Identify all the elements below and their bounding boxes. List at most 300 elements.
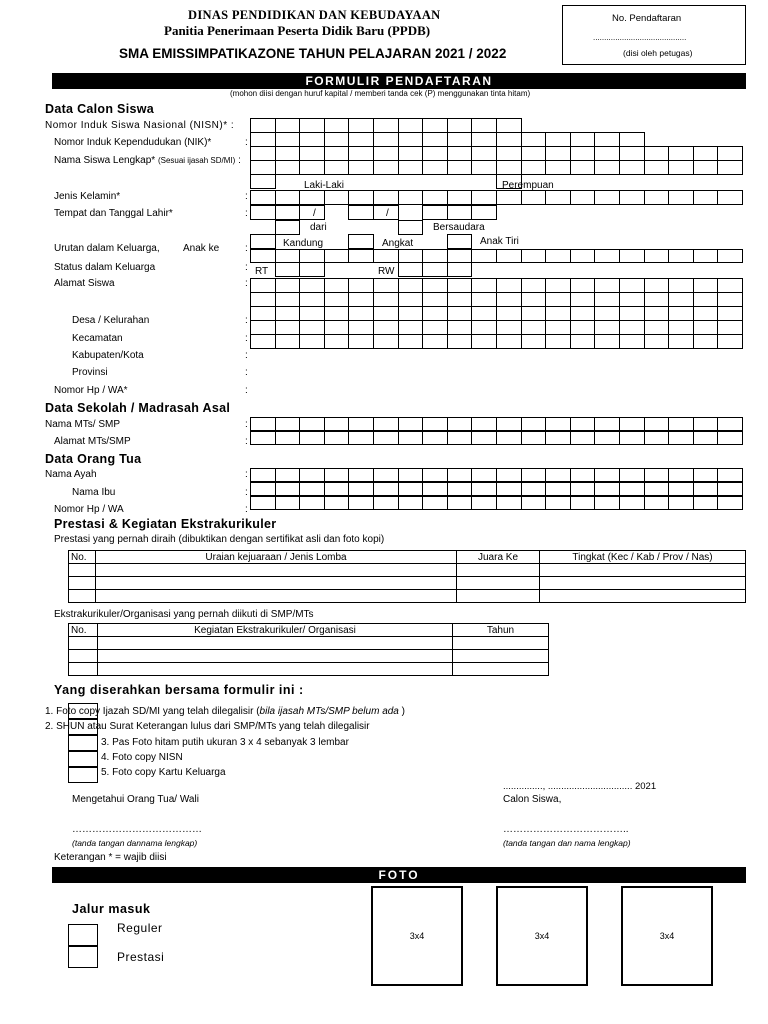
photo-box-2[interactable] (496, 886, 588, 986)
input-cell[interactable] (619, 496, 645, 510)
input-cell[interactable] (717, 306, 743, 321)
input-cell[interactable] (668, 482, 694, 496)
table-row[interactable] (69, 650, 549, 663)
input-cell[interactable] (250, 118, 276, 133)
input-cell[interactable] (644, 468, 670, 482)
input-cell[interactable] (447, 496, 473, 510)
input-cell[interactable] (570, 320, 596, 335)
input-cell[interactable] (521, 249, 547, 263)
input-cell[interactable] (422, 146, 448, 161)
input-cell[interactable] (299, 334, 325, 349)
input-cell[interactable] (594, 496, 620, 510)
input-cell[interactable] (644, 320, 670, 335)
input-cell[interactable] (496, 118, 522, 133)
input-cell[interactable] (496, 190, 522, 205)
input-cell[interactable] (422, 190, 448, 205)
input-cell[interactable] (422, 431, 448, 445)
input-cell[interactable] (521, 146, 547, 161)
input-cell[interactable] (299, 482, 325, 496)
input-cell[interactable] (693, 334, 719, 349)
input-cell[interactable] (471, 417, 497, 431)
input-cell[interactable] (447, 306, 473, 321)
input-cell[interactable] (471, 249, 497, 263)
input-cell[interactable] (398, 262, 424, 277)
input-cell[interactable] (373, 482, 399, 496)
input-cell[interactable] (250, 431, 276, 445)
input-cell[interactable] (521, 292, 547, 307)
input-cell[interactable] (717, 278, 743, 293)
input-cell[interactable] (496, 306, 522, 321)
input-cell[interactable] (521, 468, 547, 482)
input-cell[interactable] (373, 431, 399, 445)
input-cell[interactable] (545, 306, 571, 321)
input-cell[interactable] (398, 496, 424, 510)
input-cell[interactable] (299, 190, 325, 205)
input-cell[interactable] (471, 278, 497, 293)
input-cell[interactable] (693, 160, 719, 175)
input-cell[interactable] (373, 249, 399, 263)
input-cell[interactable] (619, 468, 645, 482)
input-cell[interactable] (250, 132, 276, 147)
input-cell[interactable] (447, 146, 473, 161)
signature-date[interactable]: ..............., ................................ 2021 (503, 781, 657, 792)
input-cell[interactable] (570, 334, 596, 349)
input-cell[interactable] (496, 292, 522, 307)
input-cell[interactable] (398, 146, 424, 161)
input-cell[interactable] (398, 431, 424, 445)
input-cell[interactable] (668, 306, 694, 321)
input-cell[interactable] (373, 190, 399, 205)
input-cell[interactable] (398, 190, 424, 205)
input-cell[interactable] (373, 118, 399, 133)
input-cell[interactable] (447, 118, 473, 133)
input-cell[interactable] (717, 496, 743, 510)
input-cell[interactable] (422, 262, 448, 277)
prestasi-table[interactable] (68, 550, 746, 603)
input-cell[interactable] (693, 482, 719, 496)
input-cell[interactable] (447, 249, 473, 263)
input-cell[interactable] (545, 482, 571, 496)
input-cell[interactable] (398, 306, 424, 321)
input-cell[interactable] (717, 431, 743, 445)
input-cell[interactable] (668, 468, 694, 482)
input-cell[interactable] (668, 431, 694, 445)
input-cell[interactable] (619, 278, 645, 293)
input-cell[interactable] (521, 320, 547, 335)
table-row[interactable] (69, 564, 746, 577)
input-cell[interactable] (570, 160, 596, 175)
input-cell[interactable] (398, 132, 424, 147)
input-cell[interactable] (668, 496, 694, 510)
input-cell[interactable] (545, 320, 571, 335)
input-cell[interactable] (693, 431, 719, 445)
input-cell[interactable] (373, 320, 399, 335)
input-cell[interactable] (275, 118, 301, 133)
input-cell[interactable] (668, 249, 694, 263)
input-cell[interactable] (348, 132, 374, 147)
input-cell[interactable] (348, 190, 374, 205)
input-cell[interactable] (250, 320, 276, 335)
input-cell[interactable] (717, 468, 743, 482)
input-cell[interactable] (447, 417, 473, 431)
input-cell[interactable] (496, 417, 522, 431)
input-cell[interactable] (644, 278, 670, 293)
input-cell[interactable] (275, 417, 301, 431)
input-cell[interactable] (668, 334, 694, 349)
input-cell[interactable] (447, 320, 473, 335)
input-cell[interactable] (250, 306, 276, 321)
input-cell[interactable] (398, 220, 424, 235)
input-cell[interactable] (668, 417, 694, 431)
doc-checkbox-3[interactable] (68, 735, 98, 751)
input-cell[interactable] (717, 320, 743, 335)
input-cell[interactable] (447, 132, 473, 147)
input-cell[interactable] (521, 334, 547, 349)
input-cell[interactable] (521, 160, 547, 175)
input-cell[interactable] (447, 160, 473, 175)
input-cell[interactable] (275, 292, 301, 307)
input-cell[interactable] (717, 160, 743, 175)
input-cell[interactable] (348, 118, 374, 133)
input-cell[interactable] (398, 160, 424, 175)
input-cell[interactable] (545, 496, 571, 510)
input-cell[interactable] (275, 146, 301, 161)
input-cell[interactable] (348, 160, 374, 175)
input-cell[interactable] (471, 468, 497, 482)
input-cell[interactable] (422, 496, 448, 510)
input-cell[interactable] (348, 334, 374, 349)
input-cell[interactable] (496, 160, 522, 175)
input-cell[interactable] (471, 160, 497, 175)
input-cell[interactable] (693, 146, 719, 161)
input-cell[interactable] (471, 320, 497, 335)
input-cell[interactable] (570, 292, 596, 307)
input-cell[interactable] (693, 417, 719, 431)
input-cell[interactable] (348, 278, 374, 293)
input-cell[interactable] (644, 417, 670, 431)
input-cell[interactable] (250, 160, 276, 175)
input-cell[interactable] (447, 334, 473, 349)
jalur-reguler-checkbox[interactable] (68, 924, 98, 946)
input-cell[interactable] (324, 417, 350, 431)
input-cell[interactable] (717, 190, 743, 205)
input-cell[interactable] (299, 160, 325, 175)
input-cell[interactable] (570, 306, 596, 321)
input-cell[interactable] (275, 278, 301, 293)
input-cell[interactable] (496, 482, 522, 496)
input-cell[interactable] (594, 160, 620, 175)
input-cell[interactable] (324, 249, 350, 263)
input-cell[interactable] (324, 132, 350, 147)
input-cell[interactable] (447, 262, 473, 277)
input-cell[interactable] (644, 146, 670, 161)
input-cell[interactable] (324, 146, 350, 161)
input-cell[interactable] (570, 431, 596, 445)
input-cell[interactable] (250, 468, 276, 482)
input-cell[interactable] (644, 190, 670, 205)
input-cell[interactable] (693, 496, 719, 510)
input-cell[interactable] (275, 132, 301, 147)
input-cell[interactable] (693, 306, 719, 321)
input-cell[interactable] (422, 320, 448, 335)
input-cell[interactable] (594, 306, 620, 321)
input-cell[interactable] (496, 174, 522, 189)
input-cell[interactable] (348, 468, 374, 482)
input-cell[interactable] (668, 292, 694, 307)
input-cell[interactable] (373, 468, 399, 482)
input-cell[interactable] (250, 249, 276, 263)
input-cell[interactable] (348, 146, 374, 161)
input-cell[interactable] (668, 320, 694, 335)
input-cell[interactable] (471, 118, 497, 133)
input-cell[interactable] (619, 249, 645, 263)
input-cell[interactable] (545, 249, 571, 263)
input-cell[interactable] (594, 190, 620, 205)
input-cell[interactable] (570, 146, 596, 161)
input-cell[interactable] (496, 146, 522, 161)
input-cell[interactable] (299, 468, 325, 482)
input-cell[interactable] (471, 132, 497, 147)
input-cell[interactable] (299, 118, 325, 133)
input-cell[interactable] (496, 468, 522, 482)
input-cell[interactable] (619, 132, 645, 147)
input-cell[interactable] (644, 496, 670, 510)
input-cell[interactable] (619, 320, 645, 335)
input-cell[interactable] (422, 160, 448, 175)
input-cell[interactable] (545, 160, 571, 175)
input-cell[interactable] (471, 146, 497, 161)
input-cell[interactable] (250, 292, 276, 307)
table-row[interactable] (69, 590, 746, 603)
input-cell[interactable] (545, 417, 571, 431)
input-cell[interactable] (275, 190, 301, 205)
input-cell[interactable] (521, 417, 547, 431)
input-cell[interactable] (373, 496, 399, 510)
input-cell[interactable] (250, 278, 276, 293)
input-cell[interactable] (373, 160, 399, 175)
input-cell[interactable] (619, 482, 645, 496)
input-cell[interactable] (570, 468, 596, 482)
input-cell[interactable] (570, 249, 596, 263)
input-cell[interactable] (521, 190, 547, 205)
input-cell[interactable] (471, 482, 497, 496)
doc-checkbox-5[interactable] (68, 767, 98, 783)
input-cell[interactable] (348, 482, 374, 496)
input-cell[interactable] (570, 496, 596, 510)
input-cell[interactable] (373, 292, 399, 307)
input-cell[interactable] (250, 482, 276, 496)
input-cell[interactable] (299, 249, 325, 263)
input-cell[interactable] (644, 431, 670, 445)
input-cell[interactable] (471, 334, 497, 349)
input-cell[interactable] (299, 431, 325, 445)
input-cell[interactable] (250, 334, 276, 349)
input-cell[interactable] (521, 132, 547, 147)
input-cell[interactable] (275, 205, 301, 220)
input-cell[interactable] (570, 190, 596, 205)
input-cell[interactable] (324, 496, 350, 510)
input-cell[interactable] (594, 334, 620, 349)
input-cell[interactable] (545, 292, 571, 307)
input-cell[interactable] (275, 496, 301, 510)
photo-box-1[interactable] (371, 886, 463, 986)
input-cell[interactable] (594, 146, 620, 161)
input-cell[interactable] (275, 320, 301, 335)
input-cell[interactable] (422, 482, 448, 496)
input-cell[interactable] (447, 205, 473, 220)
input-cell[interactable] (693, 468, 719, 482)
input-cell[interactable] (398, 468, 424, 482)
doc-checkbox-4[interactable] (68, 751, 98, 767)
input-cell[interactable] (348, 306, 374, 321)
input-cell[interactable] (422, 132, 448, 147)
input-cell[interactable] (275, 482, 301, 496)
input-cell[interactable] (275, 262, 301, 277)
input-cell[interactable] (275, 468, 301, 482)
input-cell[interactable] (275, 249, 301, 263)
input-cell[interactable] (250, 205, 276, 220)
input-cell[interactable] (422, 417, 448, 431)
input-cell[interactable] (619, 334, 645, 349)
input-cell[interactable] (422, 249, 448, 263)
input-cell[interactable] (324, 278, 350, 293)
input-cell[interactable] (594, 417, 620, 431)
input-cell[interactable] (717, 146, 743, 161)
input-cell[interactable] (619, 431, 645, 445)
signature-right-dots[interactable]: ……………………………….. (503, 824, 629, 835)
input-cell[interactable] (471, 205, 497, 220)
input-cell[interactable] (693, 320, 719, 335)
input-cell[interactable] (348, 320, 374, 335)
input-cell[interactable] (594, 278, 620, 293)
input-cell[interactable] (644, 482, 670, 496)
input-cell[interactable] (447, 190, 473, 205)
table-row[interactable] (69, 577, 746, 590)
input-cell[interactable] (521, 496, 547, 510)
input-cell[interactable] (471, 190, 497, 205)
input-cell[interactable] (570, 417, 596, 431)
input-cell[interactable] (693, 292, 719, 307)
input-cell[interactable] (275, 431, 301, 445)
input-cell[interactable] (299, 132, 325, 147)
input-cell[interactable] (299, 417, 325, 431)
input-cell[interactable] (422, 205, 448, 220)
input-cell[interactable] (299, 496, 325, 510)
input-cell[interactable] (324, 292, 350, 307)
input-cell[interactable] (447, 234, 473, 249)
registration-dots[interactable]: .......................................... (593, 33, 687, 42)
input-cell[interactable] (594, 320, 620, 335)
input-cell[interactable] (496, 278, 522, 293)
input-cell[interactable] (496, 320, 522, 335)
input-cell[interactable] (619, 160, 645, 175)
input-cell[interactable] (422, 468, 448, 482)
input-cell[interactable] (324, 334, 350, 349)
input-cell[interactable] (447, 278, 473, 293)
input-cell[interactable] (348, 431, 374, 445)
input-cell[interactable] (348, 417, 374, 431)
input-cell[interactable] (693, 249, 719, 263)
input-cell[interactable] (644, 334, 670, 349)
input-cell[interactable] (373, 132, 399, 147)
input-cell[interactable] (570, 132, 596, 147)
input-cell[interactable] (348, 234, 374, 249)
input-cell[interactable] (668, 160, 694, 175)
input-cell[interactable] (594, 431, 620, 445)
input-cell[interactable] (496, 431, 522, 445)
input-cell[interactable] (619, 292, 645, 307)
input-cell[interactable] (398, 118, 424, 133)
input-cell[interactable] (717, 249, 743, 263)
input-cell[interactable] (422, 334, 448, 349)
input-cell[interactable] (447, 292, 473, 307)
input-cell[interactable] (373, 417, 399, 431)
input-cell[interactable] (373, 278, 399, 293)
input-cell[interactable] (471, 431, 497, 445)
table-row[interactable] (69, 637, 549, 650)
input-cell[interactable] (644, 249, 670, 263)
input-cell[interactable] (299, 306, 325, 321)
input-cell[interactable] (398, 320, 424, 335)
input-cell[interactable] (447, 468, 473, 482)
input-cell[interactable] (275, 160, 301, 175)
input-cell[interactable] (496, 249, 522, 263)
input-cell[interactable] (594, 132, 620, 147)
input-cell[interactable] (545, 132, 571, 147)
signature-left-dots[interactable]: ………………………………… (72, 824, 202, 835)
input-cell[interactable] (275, 306, 301, 321)
input-cell[interactable] (693, 190, 719, 205)
input-cell[interactable] (422, 306, 448, 321)
input-cell[interactable] (348, 292, 374, 307)
input-cell[interactable] (299, 278, 325, 293)
input-cell[interactable] (693, 278, 719, 293)
input-cell[interactable] (422, 118, 448, 133)
input-cell[interactable] (545, 468, 571, 482)
input-cell[interactable] (644, 160, 670, 175)
input-cell[interactable] (471, 292, 497, 307)
input-cell[interactable] (275, 334, 301, 349)
jalur-prestasi-checkbox[interactable] (68, 946, 98, 968)
input-cell[interactable] (299, 146, 325, 161)
input-cell[interactable] (373, 146, 399, 161)
input-cell[interactable] (644, 292, 670, 307)
input-cell[interactable] (594, 468, 620, 482)
input-cell[interactable] (619, 146, 645, 161)
input-cell[interactable] (717, 292, 743, 307)
ekstra-table[interactable] (68, 623, 549, 676)
input-cell[interactable] (496, 132, 522, 147)
input-cell[interactable] (324, 118, 350, 133)
input-cell[interactable] (348, 249, 374, 263)
input-cell[interactable] (324, 320, 350, 335)
input-cell[interactable] (398, 278, 424, 293)
input-cell[interactable] (398, 482, 424, 496)
input-cell[interactable] (324, 468, 350, 482)
input-cell[interactable] (570, 482, 596, 496)
input-cell[interactable] (348, 205, 374, 220)
input-cell[interactable] (668, 278, 694, 293)
input-cell[interactable] (521, 482, 547, 496)
input-cell[interactable] (299, 262, 325, 277)
input-cell[interactable] (324, 482, 350, 496)
input-cell[interactable] (471, 306, 497, 321)
input-cell[interactable] (275, 220, 301, 235)
input-cell[interactable] (398, 249, 424, 263)
input-cell[interactable] (545, 190, 571, 205)
input-cell[interactable] (447, 431, 473, 445)
input-cell[interactable] (299, 292, 325, 307)
